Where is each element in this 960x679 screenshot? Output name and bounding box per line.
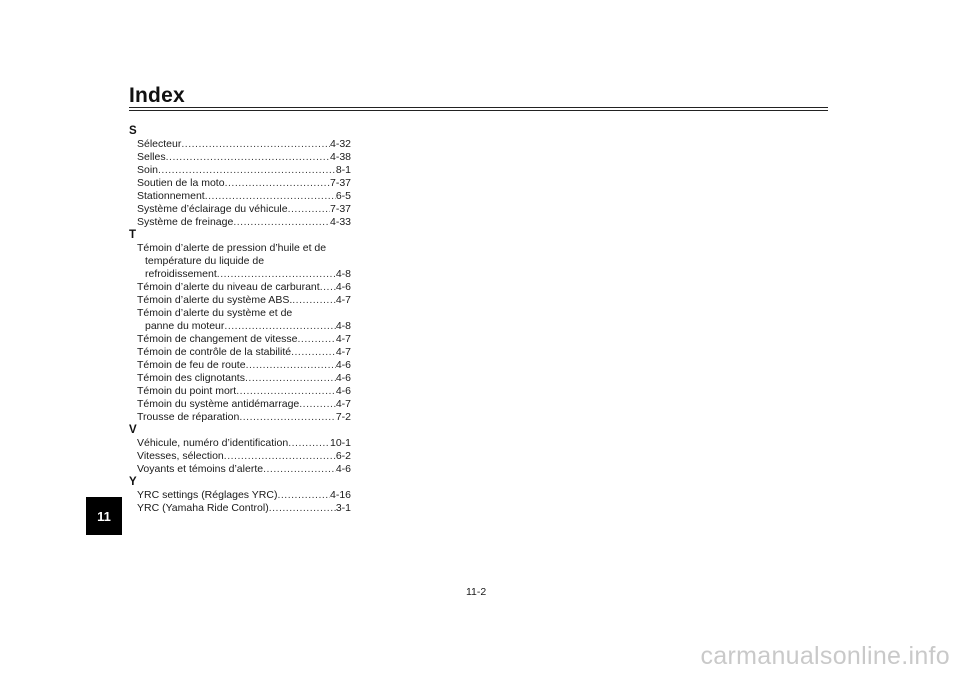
- index-entry-page: 6-2: [335, 450, 351, 462]
- index-entry: [129, 203, 351, 216]
- index-entry-page: 4-7: [335, 398, 351, 410]
- dot-leader: [292, 294, 336, 307]
- index-entry: [129, 502, 351, 515]
- index-entry-label: Témoin de feu de route: [137, 359, 246, 371]
- index-entry-page: 4-6: [335, 372, 351, 384]
- index-entry-label: Selles: [137, 151, 166, 163]
- index-entry-page: 6-5: [335, 190, 351, 202]
- index-entry: [129, 151, 351, 164]
- header-rule: [129, 107, 828, 108]
- dot-leader: [299, 398, 336, 411]
- dot-leader: [288, 437, 330, 450]
- index-letter-heading: S: [129, 125, 137, 137]
- index-entry: [129, 463, 351, 476]
- index-entry-page: 8-1: [335, 164, 351, 176]
- index-entry-page: 4-8: [335, 268, 351, 280]
- index-entry: [129, 190, 351, 203]
- index-entry-page: 4-32: [329, 138, 351, 150]
- index-letter-heading: V: [129, 424, 137, 436]
- dot-leader: [205, 190, 336, 203]
- index-entry-label: Témoin de changement de vitesse: [137, 333, 298, 345]
- index-entry: [129, 281, 351, 294]
- index-entry-page: 7-2: [335, 411, 351, 423]
- index-letter-heading: Y: [129, 476, 137, 488]
- index-entry-label: Témoin des clignotants: [137, 372, 245, 384]
- index-entry: [129, 437, 351, 450]
- index-entry-page: 7-37: [329, 203, 351, 215]
- watermark: carmanualsonline.info: [700, 642, 950, 670]
- index-entry: [129, 372, 351, 385]
- page-number: 11-2: [466, 586, 487, 598]
- index-entry-page: 4-6: [335, 359, 351, 371]
- index-entry-page: 7-37: [329, 177, 351, 189]
- index-entry-label: Soutien de la moto: [137, 177, 225, 189]
- index-entry-label: Vitesses, sélection: [137, 450, 224, 462]
- index-entry-page: 4-38: [329, 151, 351, 163]
- dot-leader: [239, 411, 335, 424]
- index-entry-label: panne du moteur: [145, 320, 225, 332]
- dot-leader: [181, 138, 330, 151]
- index-entry-page: 4-6: [335, 281, 351, 293]
- index-entry-label: Témoin de contrôle de la stabilité: [137, 346, 292, 358]
- chapter-tab: 11: [86, 497, 122, 535]
- dot-leader: [245, 372, 336, 385]
- index-entry-label: Système de freinage: [137, 216, 234, 228]
- index-entry: [129, 385, 351, 398]
- dot-leader: [233, 216, 330, 229]
- index-entry: [129, 164, 351, 177]
- dot-leader: [236, 385, 336, 398]
- dot-leader: [291, 346, 336, 359]
- index-entry: [129, 138, 351, 151]
- index-entry-page: 4-33: [329, 216, 351, 228]
- dot-leader: [288, 203, 330, 216]
- index-entry-label: Véhicule, numéro d’identification: [137, 437, 289, 449]
- index-entry: [129, 359, 351, 372]
- index-entry: [129, 216, 351, 229]
- index-letter-heading: T: [129, 229, 137, 241]
- dot-leader: [263, 463, 336, 476]
- dot-leader: [166, 151, 330, 164]
- index-entry-page: 4-6: [335, 463, 351, 475]
- index-entry: [129, 450, 351, 463]
- dot-leader: [158, 164, 336, 177]
- index-list: [129, 125, 351, 515]
- index-entry: [129, 177, 351, 190]
- index-entry-page: 4-7: [335, 346, 351, 358]
- index-entry: [129, 489, 351, 502]
- dot-leader: [217, 268, 336, 281]
- index-entry-page: 4-16: [329, 489, 351, 501]
- index-entry-label: refroidissement: [145, 268, 217, 280]
- header-rule: [129, 110, 828, 111]
- index-entry: [129, 268, 351, 281]
- dot-leader: [224, 450, 336, 463]
- index-entry: [129, 294, 351, 307]
- index-entry: [129, 320, 351, 333]
- index-entry: [129, 346, 351, 359]
- dot-leader: [298, 333, 336, 346]
- index-entry: [129, 333, 351, 346]
- index-entry: [129, 398, 351, 411]
- dot-leader: [224, 320, 335, 333]
- index-entry-label: Voyants et témoins d’alerte: [137, 463, 264, 475]
- index-entry-label: Sélecteur: [137, 138, 182, 150]
- index-entry-label: Témoin d’alerte du niveau de carburant: [137, 281, 320, 293]
- page-title: Index: [129, 84, 185, 107]
- dot-leader: [320, 281, 336, 294]
- index-entry-label: Témoin d’alerte du système ABS.: [137, 294, 293, 306]
- index-entry-page: 10-1: [329, 437, 351, 449]
- index-entry-label: Témoin du point mort: [137, 385, 237, 397]
- dot-leader: [269, 502, 336, 515]
- dot-leader: [246, 359, 336, 372]
- dot-leader: [277, 489, 330, 502]
- index-entry-label: Stationnement: [137, 190, 205, 202]
- index-entry-page: 4-6: [335, 385, 351, 397]
- dot-leader: [225, 177, 330, 190]
- index-entry-label: YRC (Yamaha Ride Control): [137, 502, 269, 514]
- index-entry-page: 4-7: [335, 294, 351, 306]
- index-entry-label: Témoin du système antidémarrage: [137, 398, 300, 410]
- index-entry-line: température du liquide de: [145, 255, 265, 267]
- index-entry-label: Soin: [137, 164, 159, 176]
- index-entry-page: 4-7: [335, 333, 351, 345]
- index-entry: [129, 411, 351, 424]
- index-entry-line: Témoin d’alerte de pression d’huile et de: [137, 242, 327, 254]
- index-entry-label: Système d’éclairage du véhicule: [137, 203, 288, 215]
- index-entry-page: 3-1: [335, 502, 351, 514]
- index-entry-line: Témoin d’alerte du système et de: [137, 307, 293, 319]
- index-entry-label: Trousse de réparation: [137, 411, 240, 423]
- index-entry-label: YRC settings (Réglages YRC): [137, 489, 278, 501]
- index-entry-page: 4-8: [335, 320, 351, 332]
